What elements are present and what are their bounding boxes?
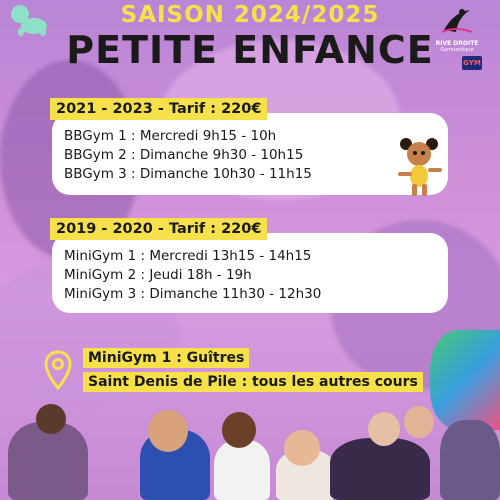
schedule-line: BBGym 1 : Mercredi 9h15 - 10h	[64, 128, 277, 144]
children-photo-strip	[0, 398, 500, 500]
logo-name: RIVE DROITE	[435, 40, 479, 47]
child-photo	[36, 404, 66, 434]
schedule-line: MiniGym 2 : Jeudi 18h - 19h	[64, 267, 252, 283]
child-photo	[214, 440, 270, 500]
section-heading: 2019 - 2020 - Tarif : 220€	[50, 218, 267, 240]
page-title: PETITE ENFANCE	[66, 28, 434, 72]
season-title: SAISON 2024/2025	[120, 2, 380, 28]
schedule-card	[52, 113, 448, 195]
location-line: Saint Denis de Pile : tous les autres cours	[83, 372, 423, 392]
gymnast-logo-icon	[440, 6, 474, 36]
child-photo	[440, 420, 500, 500]
schedule-line: BBGym 2 : Dimanche 9h30 - 10h15	[64, 147, 304, 163]
section-heading: 2021 - 2023 - Tarif : 220€	[50, 98, 267, 120]
child-photo	[222, 412, 256, 448]
schedule-line: MiniGym 1 : Mercredi 13h15 - 14h15	[64, 248, 312, 264]
club-logo	[428, 6, 486, 53]
child-photo	[284, 430, 320, 466]
logo-subtitle: Gymnastique	[440, 47, 474, 53]
schedule-line: BBGym 3 : Dimanche 10h30 - 11h15	[64, 166, 312, 182]
child-photo	[330, 438, 430, 500]
child-photo	[404, 406, 434, 438]
schedule-line: MiniGym 3 : Dimanche 11h30 - 12h30	[64, 286, 322, 302]
child-photo	[148, 410, 188, 452]
gymnast-kid-icon	[392, 134, 448, 198]
child-photo	[368, 412, 400, 446]
location-line: MiniGym 1 : Guîtres	[83, 348, 249, 368]
schedule-card	[52, 233, 448, 313]
federation-badge: GYM	[462, 56, 482, 70]
location-pin-icon	[44, 350, 72, 390]
